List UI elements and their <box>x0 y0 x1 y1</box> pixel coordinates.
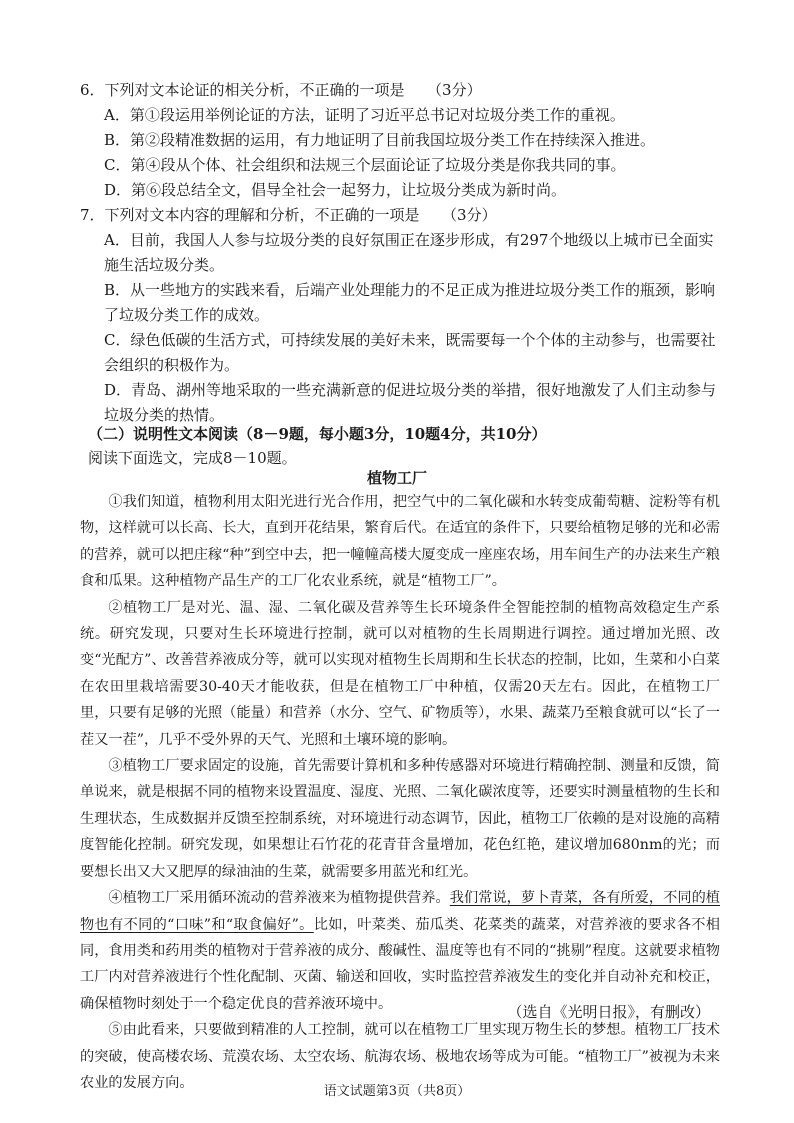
option-label: D． <box>104 381 132 399</box>
option-text: 从一些地方的实践来看，后端产业处理能力的不足正成为推进垃圾分类工作的瓶颈，影响了垃圾分类工作的成效。 <box>104 281 716 324</box>
option-text: 青岛、湖州等地采取的一些充满新意的促进垃圾分类的举措，很好地激发了人们主动参与垃圾分类的热情。 <box>104 381 717 424</box>
option-label: A． <box>104 106 130 124</box>
option-label: B． <box>104 281 131 299</box>
article-paragraph-2: ②植物工厂是对光、温、湿、二氧化碳及营养等生长环境条件全智能控制的植物高效稳定生产系统。研究发现，只要对生长环境进行控制，就可以对植物的生长周期进行调控。通过增加光照、改变“光配方”、改善营养液成分等，就可以实现对植物生长周期和生长状态的控制，比如，生菜和小白菜在农田里栽培需要30-40天才能收获，但是在植物工厂中种植，仅需20天左右。因此，在植物工厂里，只要有足够的光照（能量）和营养（水分、空气、矿物质等），水果、蔬菜乃至粮食就可以“长了一茬又一茬”，几乎不受外界的天气、光照和土壤环境的影响。 <box>80 599 720 748</box>
article-title: 植物工厂 <box>366 469 427 487</box>
article-source: （选自《光明日报》，有删改） <box>507 1003 710 1021</box>
option-text: 第①段运用举例论证的方法，证明了习近平总书记对垃圾分类工作的重视。 <box>129 106 625 124</box>
question-7-stem: 7．下列对文本内容的理解和分析，不正确的一项是 （3分） <box>80 206 497 224</box>
option-text: 第④段从个体、社会组织和法规三个层面论证了垃圾分类是你我共同的事。 <box>130 156 626 174</box>
question-7-option-d[interactable] <box>104 378 722 428</box>
paragraph-4-lead: ④植物工厂采用循环流动的营养液来为植物提供营养。 <box>108 890 450 907</box>
question-6-option-a[interactable] <box>104 103 625 128</box>
section-instruction: 阅读下面选文，完成8－10题。 <box>88 449 297 467</box>
question-6-option-b[interactable] <box>104 128 655 153</box>
option-text: 绿色低碳的生活方式，可持续发展的美好未来，既需要每一个个体的主动参与，也需要社会组织的积极作为。 <box>104 331 716 374</box>
option-label: D． <box>104 181 132 199</box>
section-heading: （二）说明性文本阅读（8－9题，每小题3分，10题4分，共10分） <box>88 425 547 443</box>
option-text: 第②段精准数据的运用，有力地证明了目前我国垃圾分类工作在持续深入推进。 <box>130 131 656 149</box>
question-7-option-b[interactable] <box>104 278 722 328</box>
article-paragraph-1: ①我们知道，植物利用太阳光进行光合作用，把空气中的二氧化碳和水转变成葡萄糖、淀粉等有机物，这样就可以长高、长大，直到开花结果，繁育后代。在适宜的条件下，只要给植物足够的光和必需的营养，就可以把庄稼“种”到空中去，把一幢幢高楼大厦变成一座座农场，用车间生产的办法来生产粮食和瓜果。这种植物产品生产的工厂化农业系统，就是“植物工厂”。 <box>80 494 720 590</box>
article-paragraph-5: ⑤由此看来，只要做到精准的人工控制，就可以在植物工厂里实现万物生长的梦想。植物工厂技术的突破，使高楼农场、荒漠农场、太空农场、航海农场、极地农场等成为可能。“植物工厂”被视为未来农业的发展方向。 <box>80 1022 720 1091</box>
underlined-sentence: 我们常说，萝卜青菜，各有所爱，不同的植物也有不同的“口味”和“取食偏好”。 <box>80 890 720 933</box>
article-paragraph-4 <box>80 885 720 1017</box>
article-paragraph-3: ③植物工厂要求固定的设施，首先需要计算机和多种传感器对环境进行精确控制、测量和反馈，简单说来，就是根据不同的植物来设置温度、湿度、光照、二氧化碳浓度等，还要实时测量植物的生长和生理状态，生成数据并反馈至控制系统，对环境进行动态调节，因此，植物工厂依赖的是对设施的高精度智能化控制。研究发现，如果想让石竹花的花青苷含量增加，花色红艳，建议增加680nm的光；而要想长出又大又肥厚的绿油油的生菜，就需要多用蓝光和红光。 <box>80 758 720 880</box>
paragraph-4-rest: 比如，叶菜类、茄瓜类、花菜类的蔬菜，对营养液的要求各不相同，食用类和药用类的植物对于营养液的成分、酸碱性、温度等也有不同的“挑剔”程度。这就要求植物工厂内对营养液进行个性化配制、灭菌、输送和回收，实时监控营养液发生的变化并自动补充和校正，确保植物时刻处于一个稳定优良的营养液环境中。 <box>80 916 720 1012</box>
option-label: A． <box>104 231 130 249</box>
option-label: C． <box>104 331 131 349</box>
option-label: B． <box>104 131 131 149</box>
question-6-option-c[interactable] <box>104 153 626 178</box>
question-6-stem: 6．下列对文本论证的相关分析，不正确的一项是 （3分） <box>80 81 482 99</box>
option-text: 目前，我国人人参与垃圾分类的良好氛围正在逐步形成，有297个地级以上城市已全面实施生活垃圾分类。 <box>104 231 714 274</box>
option-label: C． <box>104 156 131 174</box>
question-7-option-c[interactable] <box>104 328 722 378</box>
option-text: 第⑥段总结全文，倡导全社会一起努力，让垃圾分类成为新时尚。 <box>131 181 567 199</box>
question-6-option-d[interactable] <box>104 178 566 203</box>
question-7-option-a[interactable] <box>104 228 722 278</box>
page-footer: 语文试题第3页（共8页） <box>323 1084 471 1099</box>
